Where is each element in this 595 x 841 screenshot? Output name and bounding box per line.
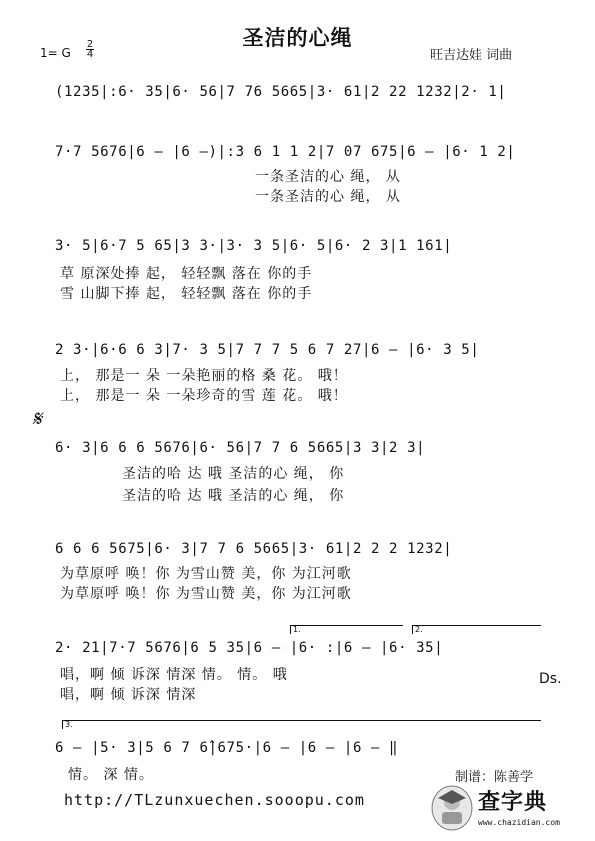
volta-3-bracket <box>62 720 541 729</box>
music-line-8: 6 — |5· 3|5 6 7 6̂|675·|6 — |6 — |6 — ‖ <box>55 740 399 756</box>
lyric-line-3-v2: 雪 山脚下捧 起， 轻轻飘 落在 你的手 <box>60 286 313 302</box>
music-line-5: 6· 3|6 6 6 5676|6· 56|7 7 6 5665|3 3|2 3| <box>55 440 426 456</box>
time-signature <box>86 40 94 59</box>
watermark-logo-text: 查字典 <box>478 790 548 815</box>
transcriber-credit: 制谱：陈善学 <box>455 770 534 785</box>
lyric-line-8: 情。 深 情。 <box>68 767 154 783</box>
music-line-6: 6 6 6 5675|6· 3|7 7 6 5665|3· 61|2 2 2 1232| <box>55 541 453 557</box>
music-line-7: 2· 21|7·7 5676|6 5 35|6 — |6· :|6 — |6· 35| <box>55 640 444 656</box>
music-line-4: 2 3·|6·6 6 3|7· 3 5|7 7 7 5 6 7 27|6 — |6· 3 5| <box>55 342 480 358</box>
music-line-2: 7·7 5676|6 — |6 —)|:3 6 1 1 2|7 07 675|6 — |6· 1 2| <box>55 144 516 160</box>
lyric-line-2-v1: 一条圣洁的心 绳， 从 <box>255 169 401 185</box>
lyric-line-5-v2: 圣洁的哈 达 哦 圣洁的心 绳， 你 <box>122 488 345 504</box>
lyric-line-2-v2: 一条圣洁的心 绳， 从 <box>255 189 401 205</box>
volta-1-bracket <box>290 625 403 634</box>
lyric-line-4-v2: 上， 那是一 朵 一朵珍奇的雪 莲 花。 哦！ <box>60 388 348 404</box>
lyric-line-3-v1: 草 原深处捧 起， 轻轻飘 落在 你的手 <box>60 266 313 282</box>
segno-sign: 𝄋 <box>32 407 42 432</box>
volta-2-number: 2. <box>415 625 423 634</box>
music-line-1: (1235|:6· 35|6· 56|7 76 5665|3· 61|2 22 1232|2· 1| <box>55 84 507 100</box>
lyric-line-6-v1: 为草原呼 唤！你 为雪山赞 美，你 为江河歌 <box>60 566 352 582</box>
lyric-line-4-v1: 上， 那是一 朵 一朵艳丽的格 桑 花。 哦！ <box>60 368 348 384</box>
song-title: 圣洁的心绳 <box>242 26 353 50</box>
volta-3-number: 3. <box>65 720 73 729</box>
meter-top: 2 <box>86 39 94 50</box>
lyric-line-6-v2: 为草原呼 唤！你 为雪山赞 美，你 为江河歌 <box>60 586 352 602</box>
music-line-3: 3· 5|6·7 5 65|3 3·|3· 3 5|6· 5|6· 2 3|1 161| <box>55 238 453 254</box>
volta-1-number: 1. <box>293 625 301 634</box>
dal-segno-mark: Ds. <box>539 671 562 687</box>
lyric-line-7-v1: 唱，啊 倾 诉深 情深 情。 情。 哦 <box>60 667 288 683</box>
source-url-text: http://TLzunxuechen.sooopu.com <box>64 791 365 809</box>
meter-bottom: 4 <box>86 49 94 60</box>
lyric-line-5-v1: 圣洁的哈 达 哦 圣洁的心 绳， 你 <box>122 466 345 482</box>
key-signature: 1= G <box>40 46 71 60</box>
credit: 旺吉达娃 词曲 <box>430 48 513 63</box>
watermark-logo-url: www.chazidian.com <box>478 818 560 827</box>
lyric-line-7-v2: 唱，啊 倾 诉深 情深 <box>60 687 197 703</box>
volta-2-bracket <box>412 625 541 634</box>
